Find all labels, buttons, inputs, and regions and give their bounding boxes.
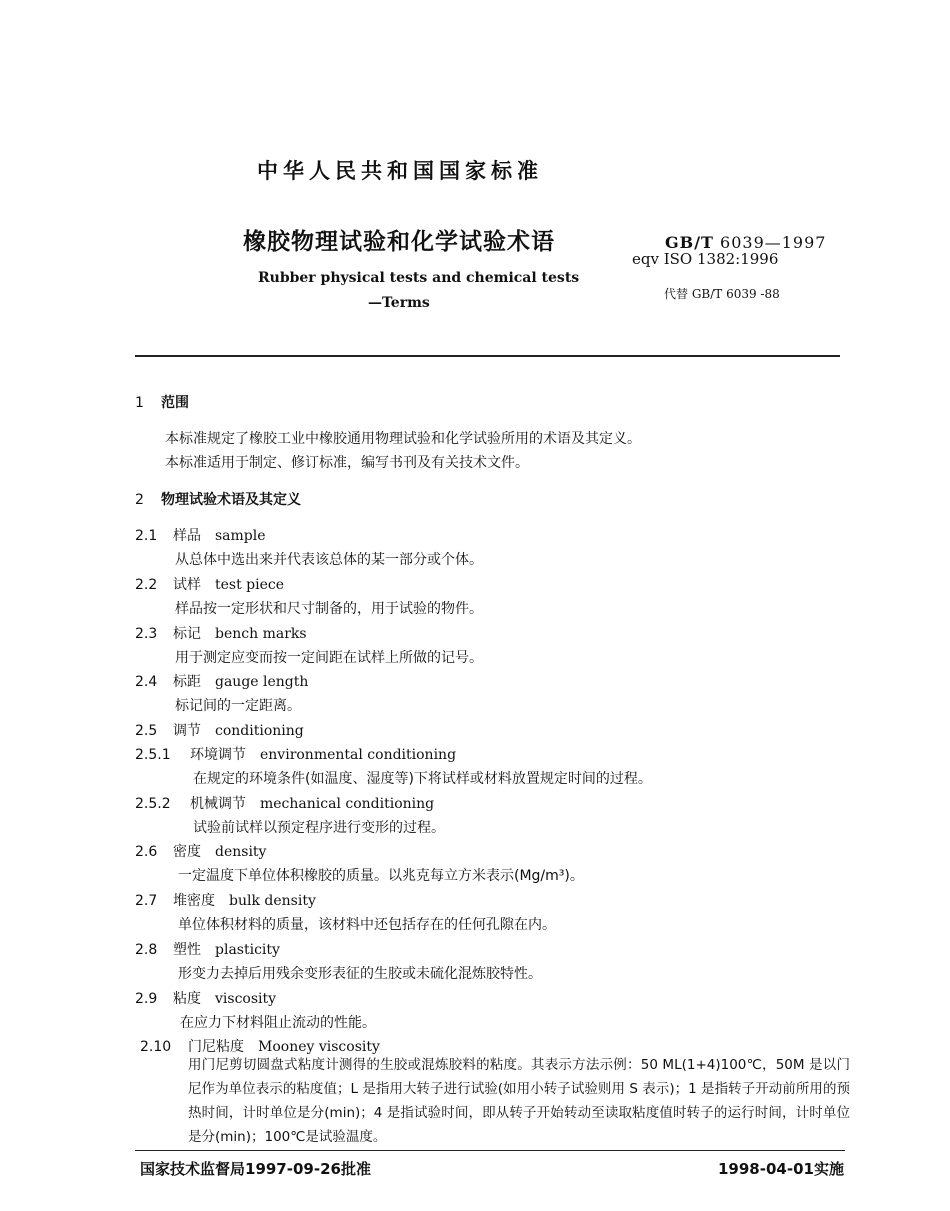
term-en: gauge length (215, 674, 309, 690)
term-number: 2.1 (135, 528, 158, 544)
approval-info: 国家技术监督局1997-09-26批准 (140, 1160, 371, 1178)
term-en: environmental conditioning (260, 747, 457, 763)
term-cn: 塑性 (173, 942, 201, 958)
footer-divider (135, 1150, 845, 1151)
term-definition: 用于测定应变而按一定间距在试样上所做的记号。 (175, 650, 483, 666)
term-definition: 在应力下材料阻止流动的性能。 (180, 1015, 376, 1031)
term-number: 2.3 (135, 626, 158, 642)
term-en: sample (215, 528, 266, 544)
term-heading (135, 793, 434, 813)
term-number: 2.10 (140, 1039, 172, 1055)
document-title-cn: 橡胶物理试验和化学试验术语 (243, 229, 555, 255)
term-cn: 样品 (173, 528, 201, 544)
term-definition: 试验前试样以预定程序进行变形的过程。 (193, 820, 445, 836)
term-cn: 标记 (173, 626, 201, 642)
term-cn: 标距 (173, 674, 201, 690)
term-definition: 样品按一定形状和尺寸制备的，用于试验的物件。 (175, 601, 483, 617)
term-definition: 在规定的环境条件(如温度、湿度等)下将试样或材料放置规定时间的过程。 (193, 771, 652, 787)
term-cn: 堆密度 (173, 893, 215, 909)
implementation-date: 1998-04-01实施 (718, 1160, 844, 1178)
term-cn: 机械调节 (190, 796, 246, 812)
term-cn: 密度 (173, 844, 201, 860)
term-cn: 调节 (173, 723, 201, 739)
document-title-en-line1: Rubber physical tests and chemical tests (258, 270, 580, 286)
section-1-number: 1 (135, 395, 144, 411)
standard-code-prefix: GB/T (665, 233, 714, 252)
section-2-title: 物理试验术语及其定义 (161, 492, 301, 508)
term-definition: 从总体中选出来并代表该总体的某一部分或个体。 (175, 552, 483, 568)
term-en: mechanical conditioning (260, 796, 435, 812)
term-heading (135, 574, 284, 594)
term-heading (135, 720, 304, 740)
term-definition: 一定温度下单位体积橡胶的质量。以兆克每立方米表示(Mg/m³)。 (178, 868, 584, 884)
replaced-standard: 代替 GB/T 6039 -88 (664, 287, 780, 301)
term-number: 2.4 (135, 674, 158, 690)
header-divider (135, 355, 840, 357)
term-heading (135, 988, 276, 1008)
term-number: 2.2 (135, 577, 158, 593)
term-cn: 门尼粘度 (188, 1039, 244, 1055)
term-number: 2.5 (135, 723, 158, 739)
term-number: 2.7 (135, 893, 158, 909)
term-en: Mooney viscosity (258, 1039, 380, 1055)
term-en: bench marks (215, 626, 307, 642)
term-en: density (215, 844, 267, 860)
term-heading (135, 841, 266, 861)
term-heading (135, 890, 316, 910)
term-en: viscosity (215, 991, 277, 1007)
term-number: 2.5.1 (135, 747, 171, 763)
section-1-title: 范围 (161, 395, 189, 411)
term-heading (135, 939, 280, 959)
section-2-heading (135, 489, 301, 509)
term-en: test piece (215, 577, 285, 593)
term-definition: 用门尼剪切圆盘式粘度计测得的生胶或混炼胶料的粘度。其表示方法示例：50 ML(1+4)100℃，50M 是以门尼作为单位表示的粘度值；L 是指用大转子进行试验(如用小转子试验则用 S 表示)；1 是指转子开动前所用的预热时间，计时单位是分(min)；4 是指试验时间，即从转子开始转动至读取粘度值时转子的运行时间，计时单位是分(min)；100℃是试验温度。 (188, 1057, 850, 1145)
term-en: bulk density (229, 893, 316, 909)
term-en: plasticity (215, 942, 280, 958)
equivalent-standard: eqv ISO 1382:1996 (632, 250, 779, 268)
term-cn: 环境调节 (190, 747, 246, 763)
term-number: 2.9 (135, 991, 158, 1007)
standard-type-header: 中华人民共和国国家标准 (257, 159, 543, 183)
term-definition: 单位体积材料的质量，该材料中还包括存在的任何孔隙在内。 (178, 917, 556, 933)
term-number: 2.8 (135, 942, 158, 958)
section-1-heading (135, 392, 189, 412)
term-definition: 形变力去掉后用残余变形表征的生胶或未硫化混炼胶特性。 (178, 966, 542, 982)
term-cn: 粘度 (173, 991, 201, 1007)
term-number: 2.6 (135, 844, 158, 860)
document-title-en-line2: —Terms (368, 295, 430, 311)
term-heading (135, 744, 456, 764)
term-definition: 标记间的一定距离。 (175, 698, 301, 714)
section-1-paragraph: 本标准适用于制定、修订标准，编写书刊及有关技术文件。 (165, 455, 529, 471)
term-heading (135, 671, 308, 691)
section-2-number: 2 (135, 492, 144, 508)
term-heading (135, 623, 307, 643)
term-en: conditioning (215, 723, 304, 739)
term-number: 2.5.2 (135, 796, 171, 812)
term-cn: 试样 (173, 577, 201, 593)
term-heading (135, 525, 266, 545)
standard-code-number: 6039—1997 (720, 233, 827, 252)
section-1-paragraph: 本标准规定了橡胶工业中橡胶通用物理试验和化学试验所用的术语及其定义。 (165, 431, 641, 447)
